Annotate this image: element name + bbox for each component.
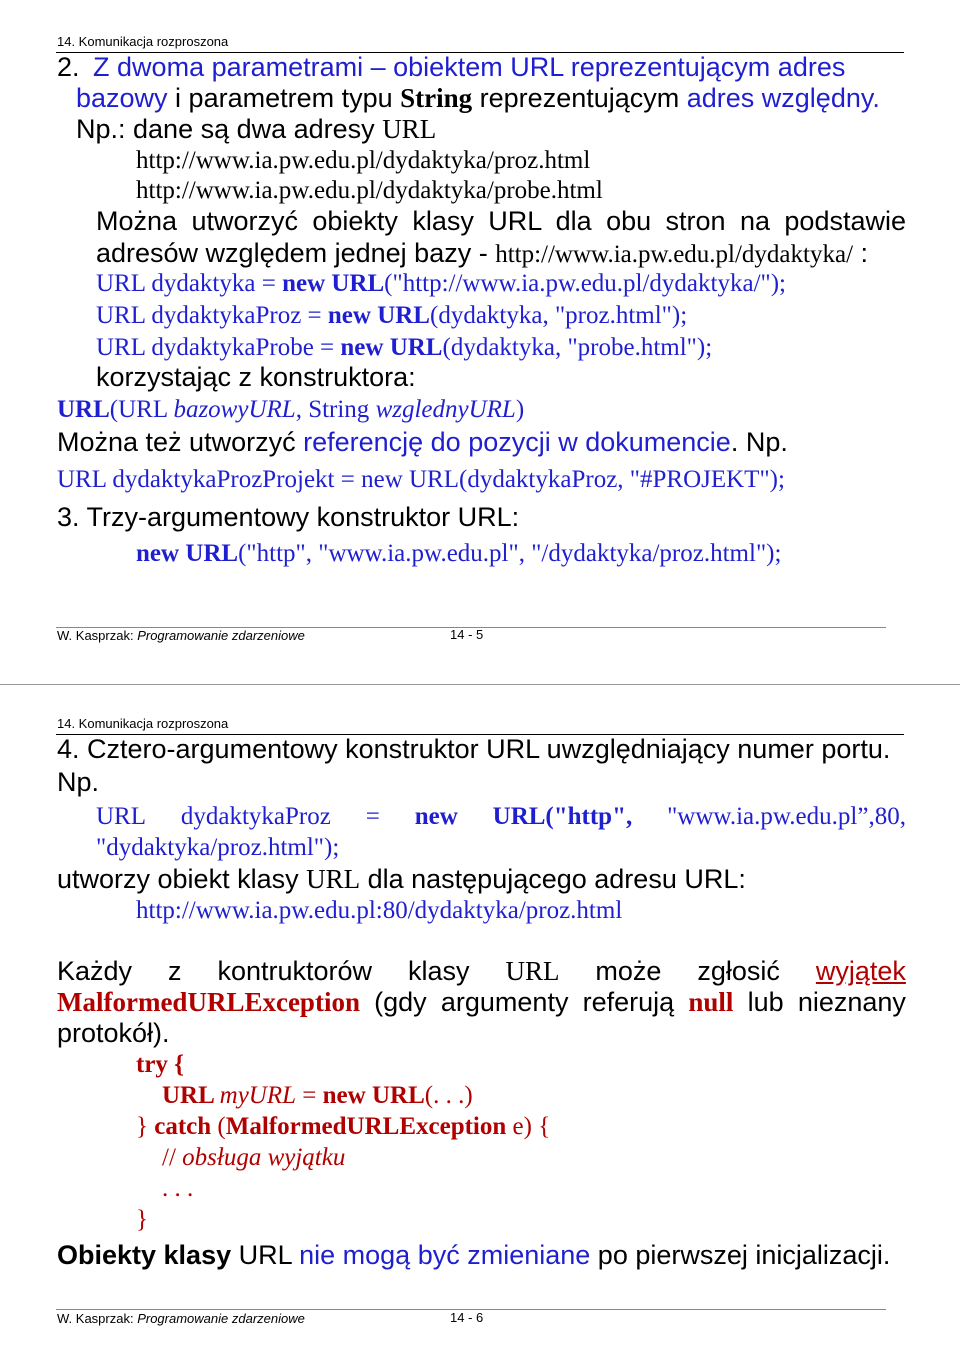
exception-para-line-1: Każdy z kontruktorów klasy URL może zgłosić wyjątek: [57, 956, 906, 986]
result-url: http://www.ia.pw.edu.pl:80/dydaktyka/proz.html: [136, 897, 623, 924]
point-2-line-1: 2. Z dwoma parametrami – obiektem URL reprezentującym adres: [57, 52, 846, 82]
code-line-four-arg-cont: "dydaktyka/proz.html");: [96, 834, 340, 861]
example-url-1: http://www.ia.pw.edu.pl/dydaktyka/proz.html: [136, 147, 591, 174]
slide-separator: [0, 684, 960, 685]
slide-header: 14. Komunikacja rozproszona: [57, 716, 229, 731]
constructor-intro: korzystając z konstruktora:: [96, 362, 416, 392]
closing-statement: Obiekty klasy URL nie mogą być zmieniane po pierwszej inicjalizacji.: [57, 1240, 891, 1270]
paragraph-line-1: Można utworzyć obiekty klasy URL dla obu stron na podstawie: [96, 206, 906, 236]
exception-para-line-2: MalformedURLException (gdy argumenty referują null lub nieznany: [57, 987, 906, 1017]
slide-header: 14. Komunikacja rozproszona: [57, 34, 229, 49]
catch-comment-line: // obsługa wyjątku: [162, 1144, 346, 1171]
paragraph-line-2: adresów względem jednej bazy - http://www.ia.pw.edu.pl/dydaktyka/ :: [96, 238, 869, 268]
exception-para-line-3: protokół).: [57, 1018, 170, 1048]
page-number: 14 - 5: [450, 627, 484, 642]
code-line-three-arg: new URL("http", "www.ia.pw.edu.pl", "/dydaktyka/proz.html");: [136, 540, 782, 567]
slide-footer: W. Kasprzak: Programowanie zdarzeniowe: [57, 628, 305, 643]
reference-line: Można też utworzyć referencję do pozycji w dokumencie. Np.: [57, 427, 788, 457]
example-intro: Np.: dane są dwa adresy URL: [76, 114, 437, 144]
catch-line: } catch (MalformedURLException e) {: [136, 1113, 551, 1140]
point-4-line-1: 4. Cztero-argumentowy konstruktor URL uwzględniający numer portu.: [57, 734, 891, 764]
creates-object-line: utworzy obiekt klasy URL dla następującego adresu URL:: [57, 864, 746, 894]
exception-link[interactable]: wyjątek: [815, 956, 906, 986]
code-line-projekt: URL dydaktykaProzProjekt = new URL(dydaktykaProz, "#PROJEKT");: [57, 466, 785, 493]
code-line-2: URL dydaktykaProz = new URL(dydaktyka, "proz.html");: [96, 302, 688, 329]
catch-close-line: }: [136, 1206, 148, 1233]
try-line: try {: [136, 1051, 185, 1078]
slide-footer: W. Kasprzak: Programowanie zdarzeniowe: [57, 1311, 305, 1326]
catch-ellipsis-line: . . .: [162, 1175, 194, 1202]
page-number: 14 - 6: [450, 1310, 484, 1325]
code-line-four-arg: URL dydaktykaProz = new URL("http", "www.ia.pw.edu.pl”,80,: [96, 803, 906, 830]
point-4-line-2: Np.: [57, 767, 100, 797]
code-line-1: URL dydaktyka = new URL("http://www.ia.pw.edu.pl/dydaktyka/");: [96, 270, 786, 297]
code-line-3: URL dydaktykaProbe = new URL(dydaktyka, "probe.html");: [96, 334, 713, 361]
constructor-signature: URL(URL bazowyURL, String wzglednyURL): [57, 396, 525, 423]
example-url-2: http://www.ia.pw.edu.pl/dydaktyka/probe.html: [136, 177, 603, 204]
point-2-line-2: bazowy i parametrem typu String reprezentującym adres względny.: [76, 83, 880, 113]
try-body-line: URL myURL = new URL(. . .): [162, 1082, 473, 1109]
point-3: 3. Trzy-argumentowy konstruktor URL:: [57, 502, 520, 532]
